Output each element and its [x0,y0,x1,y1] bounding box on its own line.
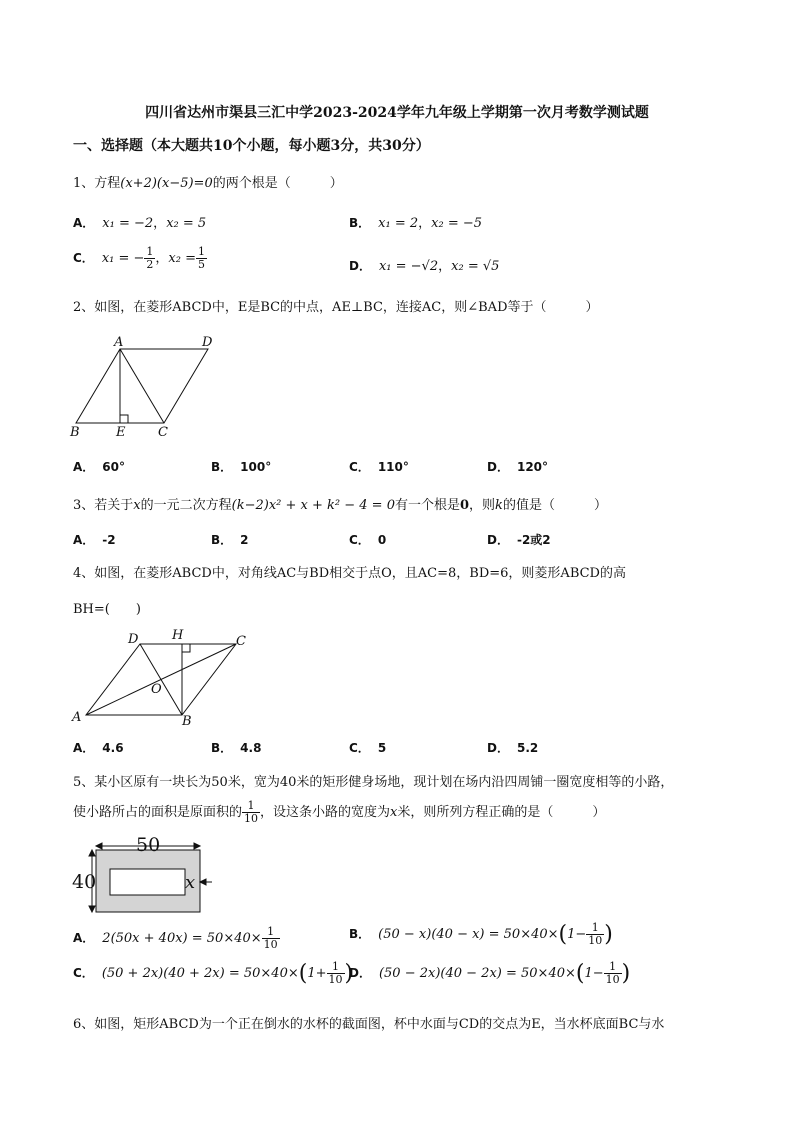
question-4-stem-2: BH=( ) [73,602,141,617]
question-6-stem: 6、如图，矩形ABCD为一个正在倒水的水杯的截面图，杯中水面与CD的交点为E，当水杯底面BC与水 [73,1017,665,1032]
q3-equation: (k−2)x² + x + k² − 4 = 0 [231,498,395,513]
q5-length-label: 50 [136,836,161,856]
q4-option-d[interactable]: D． 5.2 [487,741,539,755]
section-heading: 一、选择题（本大题共10个小题，每小题3分，共30分） [73,138,430,154]
q2-label-d: D [202,335,213,350]
q2-rhombus-figure [66,333,226,441]
q3-option-b[interactable]: B． 2 [211,533,249,547]
q1-option-c[interactable]: C． x₁ = − $\frac{1}{2}$ ，x₂ = $\frac{1}{5}$ [73,245,205,271]
q2-label-e: E [116,425,126,440]
q5-field-figure [72,836,222,916]
q1-equation: (x+2)(x−5)=0 [120,176,213,191]
q4-option-c[interactable]: C． 5 [349,741,387,755]
q3-option-c[interactable]: C． 0 [349,533,387,547]
question-5-stem-2: 使小路所占的面积是原面积的 $\frac{1}{10}$ ，设这条小路的宽度为x米，则所列方程正确的是（ ） [73,799,606,825]
question-5-stem: 5、某小区原有一块长为50米，宽为40米的矩形健身场地，现计划在场内沿四周铺一圈宽度相等的小路， [73,775,674,790]
q2-option-a[interactable]: A． 60° [73,460,125,474]
question-4-stem: 4、如图，在菱形ABCD中，对角线AC与BD相交于点O，且AC=8，BD=6，则菱形ABCD的高 [73,566,626,581]
q4-label-a: A [72,710,82,725]
q5-option-d[interactable]: D． (50 − 2x)(40 − 2x) = 50×40×(1− $\frac{1}{10}$ ) [349,960,631,986]
q1-option-b[interactable]: B． x₁ = 2，x₂ = −5 [349,216,483,231]
question-2-stem: 2、如图，在菱形ABCD中，E是BC的中点，AE⊥BC，连接AC，则∠BAD等于（ ） [73,300,599,315]
question-1-stem: 1、方程(x+2)(x−5)=0的两个根是（ ） [73,176,343,191]
q2-label-c: C [158,425,168,440]
q2-option-d[interactable]: D． 120° [487,460,549,474]
question-3-stem: 3、若关于x的一元二次方程(k−2)x² + x + k² − 4 = 0有一个根是0，则k的值是（ ） [73,498,607,513]
q5-x-label: x [185,872,196,893]
q2-label-a: A [114,335,124,350]
q1-option-d[interactable]: D． x₁ = −√2，x₂ = √5 [349,259,500,274]
page-title: 四川省达州市渠县三汇中学2023-2024学年九年级上学期第一次月考数学测试题 [145,105,649,121]
q4-option-a[interactable]: A． 4.6 [73,741,124,755]
q4-label-d: D [128,632,139,647]
q4-label-h: H [172,628,184,643]
q5-option-b[interactable]: B． (50 − x)(40 − x) = 50×40×(1− $\frac{1}{10}$ ) [349,921,613,947]
q2-option-c[interactable]: C． 110° [349,460,409,474]
q4-label-c: C [236,634,246,649]
q4-label-o: O [151,682,162,697]
q2-option-b[interactable]: B． 100° [211,460,272,474]
q2-label-b: B [70,425,80,440]
q4-label-b: B [182,714,192,729]
q1-option-a[interactable]: A． x₁ = −2，x₂ = 5 [73,216,207,231]
q4-rhombus-figure [66,625,256,730]
q5-width-label: 40 [72,871,97,893]
q3-option-d[interactable]: D． -2或2 [487,533,551,547]
q5-option-a[interactable]: A． 2(50x + 40x) = 50×40× $\frac{1}{10}$ [73,925,278,951]
q3-option-a[interactable]: A． -2 [73,533,116,547]
q5-option-c[interactable]: C． (50 + 2x)(40 + 2x) = 50×40×(1+ $\frac{1}{10}$ ) [73,960,354,986]
q4-option-b[interactable]: B． 4.8 [211,741,262,755]
